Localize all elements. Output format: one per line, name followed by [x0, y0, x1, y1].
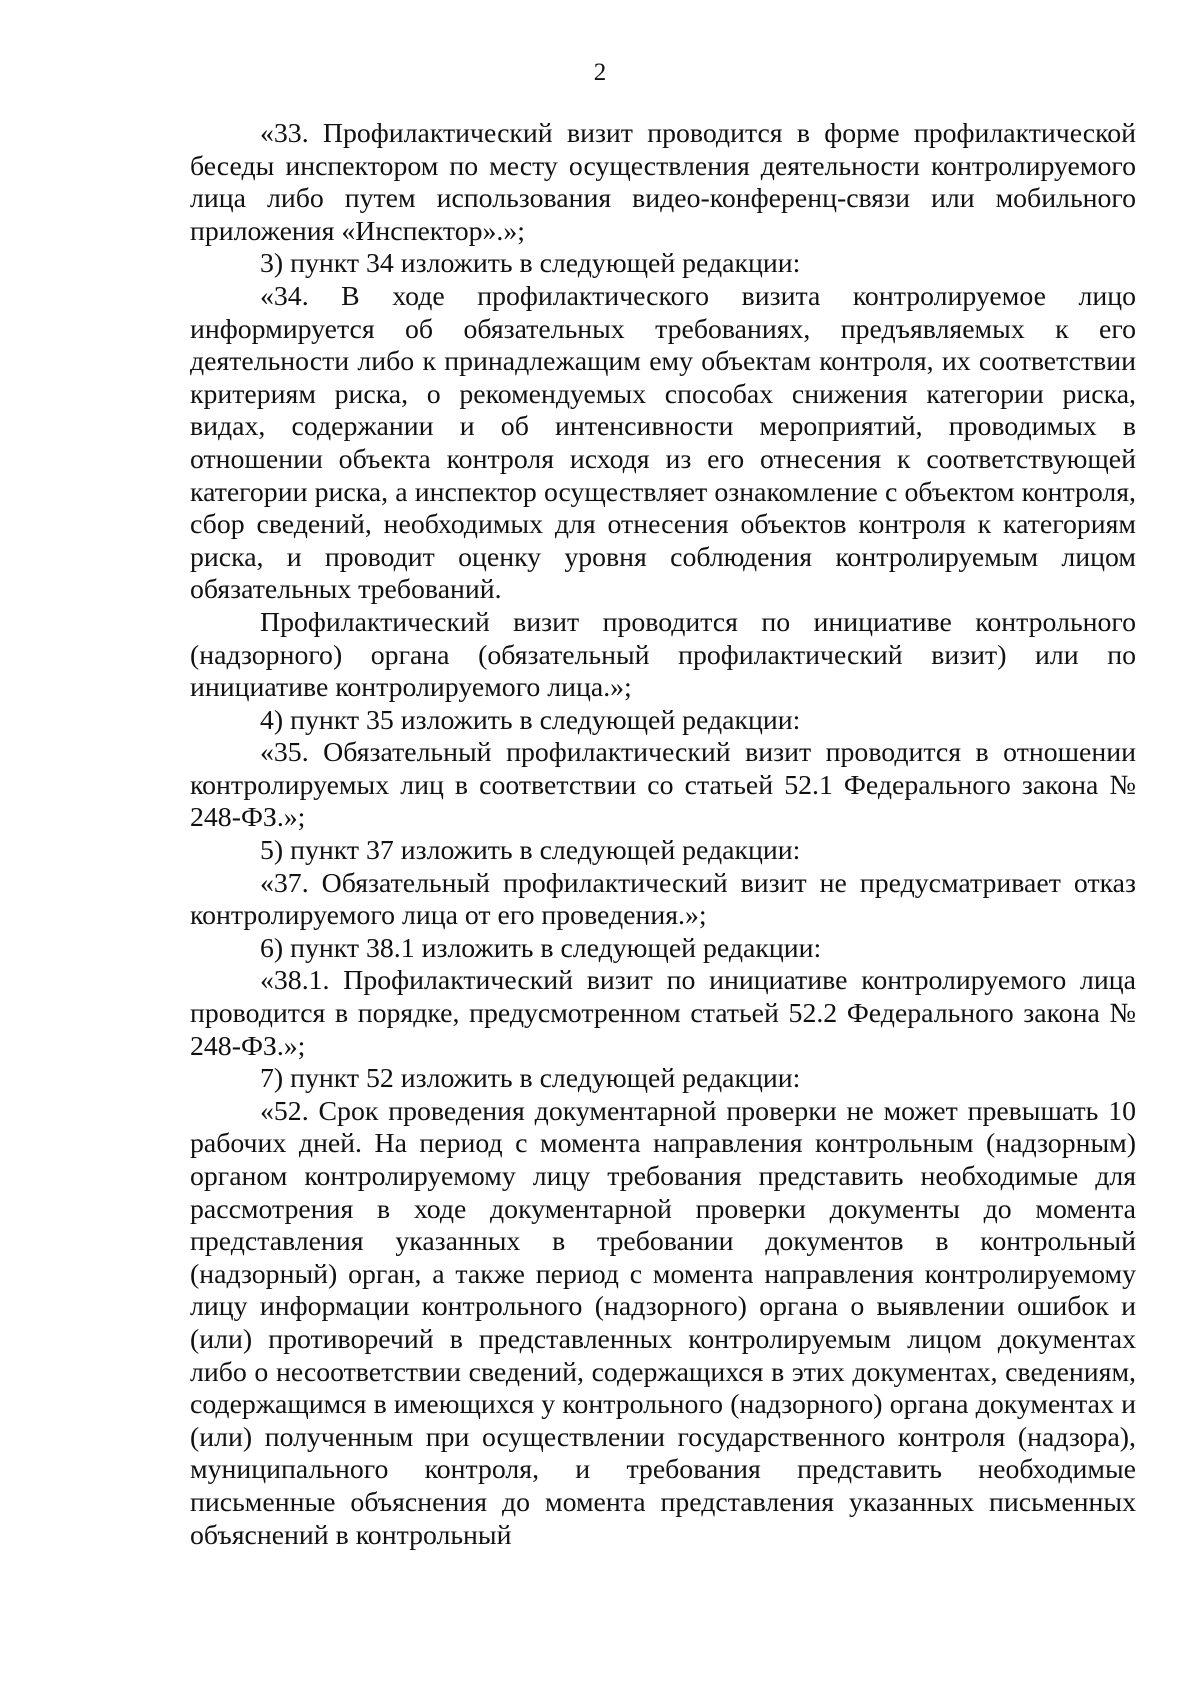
paragraph-amendment-38-1: 6) пункт 38.1 изложить в следующей редакции: [260, 932, 822, 964]
paragraph-amendment-37: 5) пункт 37 изложить в следующей редакции: [260, 835, 801, 867]
paragraph-amendment-52: 7) пункт 52 изложить в следующей редакции: [260, 1063, 801, 1095]
paragraph-item-34-continued: Профилактический визит проводится по инициативе контрольного (надзорного) органа (обязательный профилактический визит) или по инициативе контролируемого лица.»; [190, 606, 1136, 704]
paragraph-amendment-34: 3) пункт 34 изложить в следующей редакции: [260, 248, 801, 280]
paragraph-amendment-35: 4) пункт 35 изложить в следующей редакции: [260, 704, 801, 736]
document-body [190, 118, 1136, 1552]
paragraph-item-37: «37. Обязательный профилактический визит не предусматривает отказ контролируемого лица от его проведения.»; [190, 867, 1136, 932]
paragraph-item-52: «52. Срок проведения документарной проверки не может превышать 10 рабочих дней. На период с момента направления контрольным (надзорным) органом контролируемому лицу требования представить необходимые для рассмотрения в ходе документарной проверки документы до момента представления указанных в требовании документов в контрольный (надзорный) орган, а также период с момента направления контролируемому лицу информации контрольного (надзорного) органа о выявлении ошибок и (или) противоречий в представленных контролируемым лицом документах либо о несоответствии сведений, содержащихся в этих документах, сведениям, содержащимся в имеющихся у контрольного (надзорного) органа документах и (или) полученным при осуществлении государственного контроля (надзора), муниципального контроля, и требования представить необходимые письменные объяснения до момента представления указанных письменных объяснений в контрольный [190, 1095, 1136, 1551]
paragraph-item-33: «33. Профилактический визит проводится в форме профилактической беседы инспектором по месту осуществления деятельности контролируемого лица либо путем использования видео-конференц-связи или мобильного приложения «Инспектор».»; [190, 118, 1136, 247]
paragraph-item-38-1: «38.1. Профилактический визит по инициативе контролируемого лица проводится в порядке, предусмотренном статьей 52.2 Федерального закона № 248-ФЗ.»; [190, 965, 1136, 1062]
paragraph-item-35: «35. Обязательный профилактический визит проводится в отношении контролируемых лиц в соответствии со статьей 52.1 Федерального закона № 248-ФЗ.»; [190, 737, 1136, 834]
paragraph-item-34: «34. В ходе профилактического визита контролируемое лицо информируется об обязательных требованиях, предъявляемых к его деятельности либо к принадлежащим ему объектам контроля, их соответствии критериям риска, о рекомендуемых способах снижения категории риска, видах, содержании и об интенсивности мероприятий, проводимых в отношении объекта контроля исходя из его отнесения к соответствующей категории риска, а инспектор осуществляет ознакомление с объектом контроля, сбор сведений, необходимых для отнесения объектов контроля к категориям риска, и проводит оценку уровня соблюдения контролируемым лицом обязательных требований. [190, 280, 1136, 606]
page-number: 2 [593, 59, 607, 86]
